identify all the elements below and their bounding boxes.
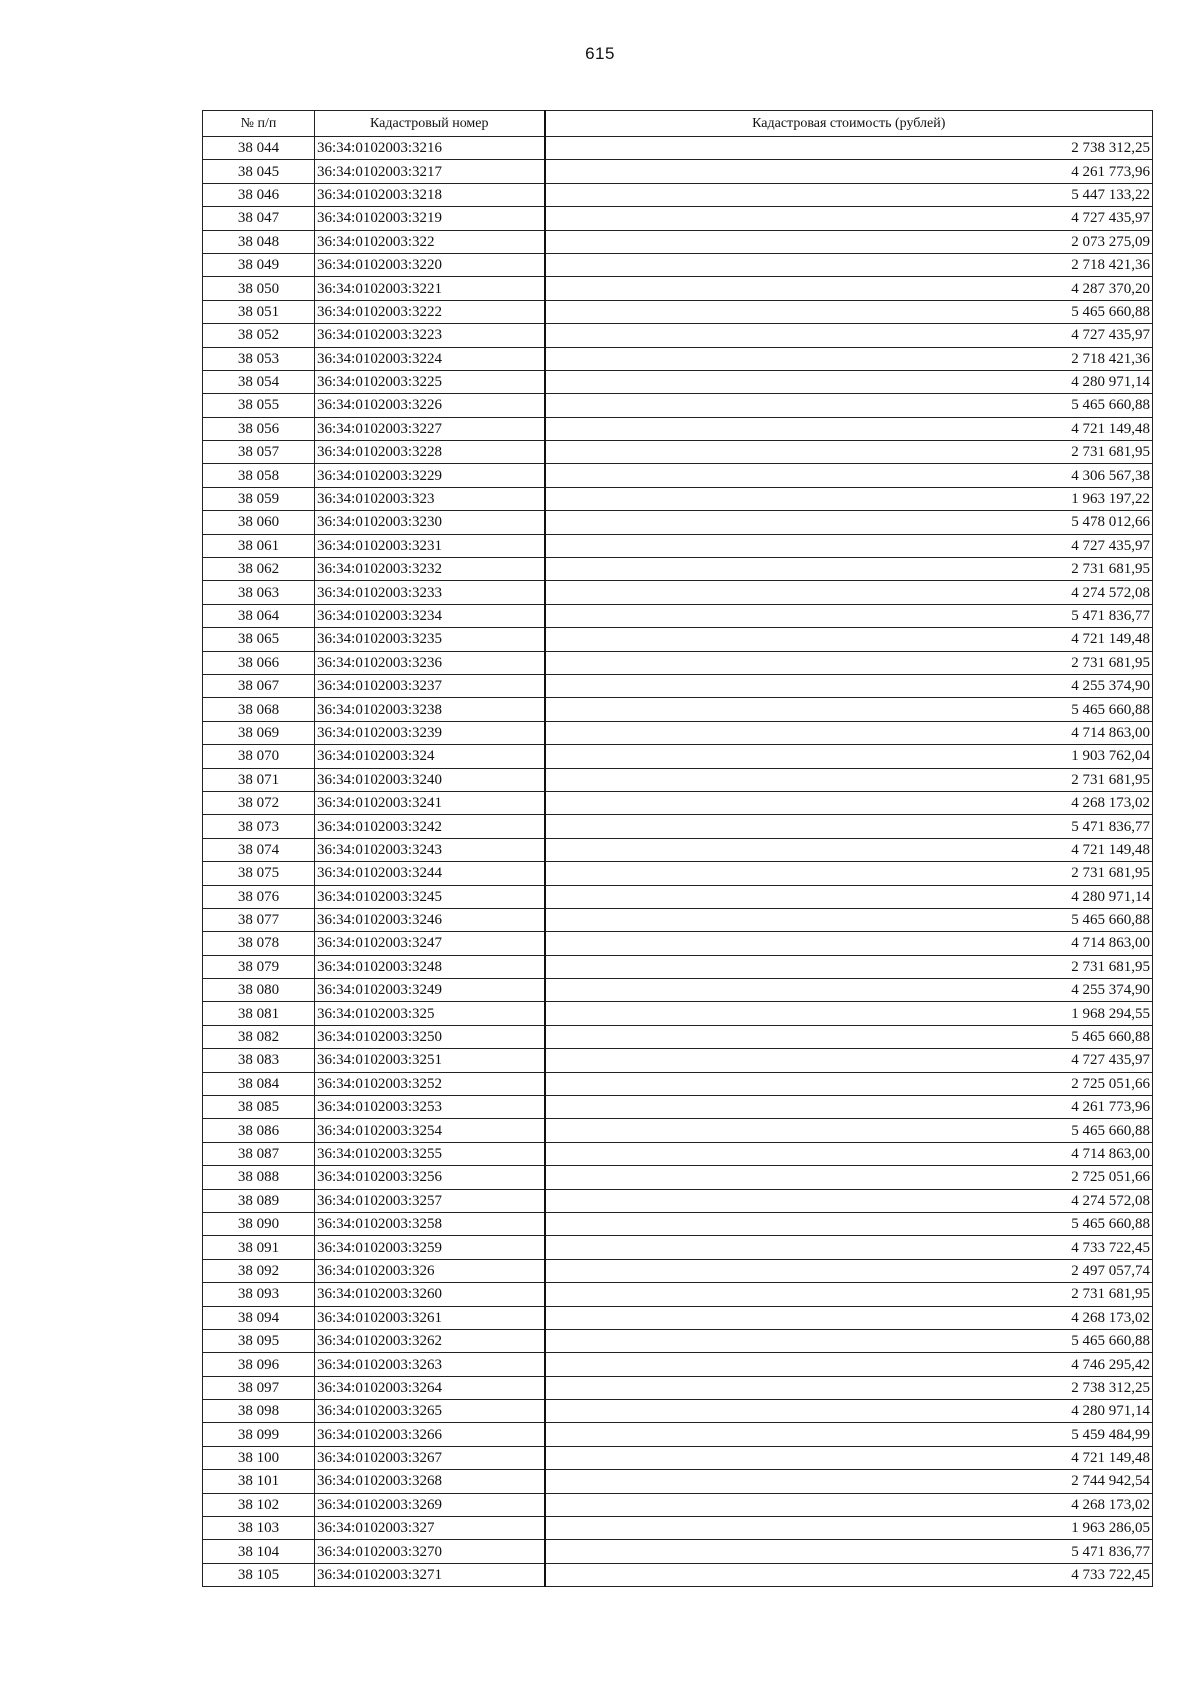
cadastral-number-cell: 36:34:0102003:3255 [315, 1142, 545, 1165]
cadastral-value-cell: 4 714 863,00 [545, 1142, 1153, 1165]
row-number-cell: 38 085 [203, 1096, 315, 1119]
table-row [203, 1119, 1153, 1142]
cadastral-number-cell: 36:34:0102003:3218 [315, 183, 545, 206]
table-header [203, 111, 1153, 137]
cadastral-value-cell: 4 714 863,00 [545, 932, 1153, 955]
cadastral-number-cell: 36:34:0102003:3226 [315, 394, 545, 417]
cadastral-value-cell: 4 268 173,02 [545, 1493, 1153, 1516]
table-row [203, 979, 1153, 1002]
table-row [203, 1353, 1153, 1376]
table-row [203, 1096, 1153, 1119]
table-row [203, 1212, 1153, 1235]
table-row [203, 628, 1153, 651]
row-number-cell: 38 068 [203, 698, 315, 721]
cadastral-number-cell: 36:34:0102003:3217 [315, 160, 545, 183]
cadastral-number-cell: 36:34:0102003:3227 [315, 417, 545, 440]
row-number-cell: 38 105 [203, 1563, 315, 1586]
table-row [203, 932, 1153, 955]
row-number-cell: 38 057 [203, 441, 315, 464]
cadastral-number-cell: 36:34:0102003:3242 [315, 815, 545, 838]
row-number-cell: 38 062 [203, 558, 315, 581]
table-row [203, 1540, 1153, 1563]
table-body [203, 137, 1153, 1587]
cadastral-number-cell: 36:34:0102003:3216 [315, 137, 545, 160]
cadastral-value-cell: 4 733 722,45 [545, 1563, 1153, 1586]
cadastral-number-cell: 36:34:0102003:3252 [315, 1072, 545, 1095]
table-row [203, 230, 1153, 253]
cadastral-value-cell: 2 725 051,66 [545, 1072, 1153, 1095]
cadastral-value-cell: 2 731 681,95 [545, 862, 1153, 885]
table-row [203, 253, 1153, 276]
cadastral-number-cell: 36:34:0102003:3249 [315, 979, 545, 1002]
row-number-cell: 38 102 [203, 1493, 315, 1516]
table-row [203, 347, 1153, 370]
cadastral-value-table [202, 110, 1153, 1587]
table-row [203, 534, 1153, 557]
table-row [203, 1329, 1153, 1352]
cadastral-number-cell: 36:34:0102003:3229 [315, 464, 545, 487]
cadastral-value-cell: 1 968 294,55 [545, 1002, 1153, 1025]
table-row [203, 1423, 1153, 1446]
cadastral-value-cell: 1 963 286,05 [545, 1517, 1153, 1540]
cadastral-value-cell: 4 261 773,96 [545, 1096, 1153, 1119]
cadastral-value-cell: 5 465 660,88 [545, 1212, 1153, 1235]
cadastral-number-cell: 36:34:0102003:3220 [315, 253, 545, 276]
table-row [203, 1142, 1153, 1165]
table-row [203, 1049, 1153, 1072]
cadastral-number-cell: 36:34:0102003:3266 [315, 1423, 545, 1446]
row-number-cell: 38 098 [203, 1400, 315, 1423]
table-row [203, 1563, 1153, 1586]
cadastral-value-cell: 2 731 681,95 [545, 441, 1153, 464]
cadastral-value-cell: 5 459 484,99 [545, 1423, 1153, 1446]
table-row [203, 558, 1153, 581]
cadastral-value-cell: 5 447 133,22 [545, 183, 1153, 206]
cadastral-number-cell: 36:34:0102003:322 [315, 230, 545, 253]
table-row [203, 838, 1153, 861]
cadastral-value-cell: 4 727 435,97 [545, 207, 1153, 230]
row-number-cell: 38 096 [203, 1353, 315, 1376]
table-row [203, 1376, 1153, 1399]
row-number-cell: 38 095 [203, 1329, 315, 1352]
cadastral-value-cell: 4 727 435,97 [545, 534, 1153, 557]
row-number-cell: 38 104 [203, 1540, 315, 1563]
cadastral-value-cell: 2 497 057,74 [545, 1259, 1153, 1282]
table-row [203, 300, 1153, 323]
row-number-cell: 38 054 [203, 370, 315, 393]
cadastral-number-cell: 36:34:0102003:3271 [315, 1563, 545, 1586]
row-number-cell: 38 063 [203, 581, 315, 604]
cadastral-value-cell: 4 714 863,00 [545, 721, 1153, 744]
cadastral-number-cell: 36:34:0102003:3239 [315, 721, 545, 744]
cadastral-number-cell: 36:34:0102003:3238 [315, 698, 545, 721]
table-row [203, 1025, 1153, 1048]
cadastral-value-cell: 2 731 681,95 [545, 1283, 1153, 1306]
cadastral-value-cell: 5 471 836,77 [545, 815, 1153, 838]
cadastral-value-cell: 2 718 421,36 [545, 253, 1153, 276]
cadastral-number-cell: 36:34:0102003:3268 [315, 1470, 545, 1493]
table-row [203, 1306, 1153, 1329]
cadastral-number-cell: 36:34:0102003:3250 [315, 1025, 545, 1048]
cadastral-value-cell: 2 073 275,09 [545, 230, 1153, 253]
table-row [203, 698, 1153, 721]
cadastral-number-cell: 36:34:0102003:3243 [315, 838, 545, 861]
row-number-cell: 38 094 [203, 1306, 315, 1329]
cadastral-number-cell: 36:34:0102003:3248 [315, 955, 545, 978]
table-row [203, 207, 1153, 230]
cadastral-value-cell: 5 465 660,88 [545, 394, 1153, 417]
row-number-cell: 38 072 [203, 791, 315, 814]
row-number-cell: 38 086 [203, 1119, 315, 1142]
cadastral-value-cell: 4 733 722,45 [545, 1236, 1153, 1259]
cadastral-value-cell: 4 721 149,48 [545, 1446, 1153, 1469]
table-row [203, 604, 1153, 627]
row-number-cell: 38 078 [203, 932, 315, 955]
cadastral-number-cell: 36:34:0102003:3245 [315, 885, 545, 908]
row-number-cell: 38 058 [203, 464, 315, 487]
row-number-cell: 38 084 [203, 1072, 315, 1095]
table-row [203, 1259, 1153, 1282]
row-number-cell: 38 100 [203, 1446, 315, 1469]
table-row [203, 441, 1153, 464]
cadastral-value-cell: 4 261 773,96 [545, 160, 1153, 183]
cadastral-number-cell: 36:34:0102003:3256 [315, 1166, 545, 1189]
cadastral-value-cell: 1 963 197,22 [545, 487, 1153, 510]
table-row [203, 721, 1153, 744]
row-number-cell: 38 047 [203, 207, 315, 230]
table-row [203, 1493, 1153, 1516]
table-row [203, 160, 1153, 183]
cadastral-number-cell: 36:34:0102003:3251 [315, 1049, 545, 1072]
row-number-cell: 38 052 [203, 324, 315, 347]
cadastral-value-cell: 4 746 295,42 [545, 1353, 1153, 1376]
table-row [203, 908, 1153, 931]
cadastral-value-cell: 4 255 374,90 [545, 674, 1153, 697]
cadastral-number-cell: 36:34:0102003:3228 [315, 441, 545, 464]
cadastral-number-cell: 36:34:0102003:323 [315, 487, 545, 510]
cadastral-number-cell: 36:34:0102003:3267 [315, 1446, 545, 1469]
table-row [203, 394, 1153, 417]
row-number-cell: 38 070 [203, 745, 315, 768]
row-number-cell: 38 045 [203, 160, 315, 183]
cadastral-number-cell: 36:34:0102003:3219 [315, 207, 545, 230]
cadastral-value-cell: 4 721 149,48 [545, 628, 1153, 651]
table-row [203, 324, 1153, 347]
row-number-cell: 38 101 [203, 1470, 315, 1493]
cadastral-value-cell: 2 731 681,95 [545, 558, 1153, 581]
table-row [203, 581, 1153, 604]
table-row [203, 1002, 1153, 1025]
cadastral-value-cell: 2 744 942,54 [545, 1470, 1153, 1493]
cadastral-number-cell: 36:34:0102003:3233 [315, 581, 545, 604]
cadastral-number-cell: 36:34:0102003:324 [315, 745, 545, 768]
header-row-number: № п/п [203, 111, 315, 137]
cadastral-number-cell: 36:34:0102003:3232 [315, 558, 545, 581]
header-cadastral-number: Кадастровый номер [315, 111, 545, 137]
table-row [203, 1470, 1153, 1493]
row-number-cell: 38 092 [203, 1259, 315, 1282]
cadastral-number-cell: 36:34:0102003:3241 [315, 791, 545, 814]
cadastral-value-cell: 2 731 681,95 [545, 768, 1153, 791]
row-number-cell: 38 090 [203, 1212, 315, 1235]
cadastral-number-cell: 36:34:0102003:3225 [315, 370, 545, 393]
cadastral-value-cell: 4 721 149,48 [545, 417, 1153, 440]
table-row [203, 1517, 1153, 1540]
cadastral-value-cell: 4 280 971,14 [545, 370, 1153, 393]
cadastral-number-cell: 36:34:0102003:3260 [315, 1283, 545, 1306]
cadastral-value-cell: 4 287 370,20 [545, 277, 1153, 300]
cadastral-value-cell: 4 280 971,14 [545, 1400, 1153, 1423]
cadastral-number-cell: 36:34:0102003:3231 [315, 534, 545, 557]
cadastral-number-cell: 36:34:0102003:3224 [315, 347, 545, 370]
cadastral-value-cell: 5 465 660,88 [545, 300, 1153, 323]
row-number-cell: 38 097 [203, 1376, 315, 1399]
cadastral-number-cell: 36:34:0102003:326 [315, 1259, 545, 1282]
row-number-cell: 38 069 [203, 721, 315, 744]
cadastral-number-cell: 36:34:0102003:3265 [315, 1400, 545, 1423]
cadastral-number-cell: 36:34:0102003:3240 [315, 768, 545, 791]
row-number-cell: 38 060 [203, 511, 315, 534]
row-number-cell: 38 074 [203, 838, 315, 861]
row-number-cell: 38 077 [203, 908, 315, 931]
cadastral-value-cell: 5 465 660,88 [545, 908, 1153, 931]
cadastral-number-cell: 36:34:0102003:3236 [315, 651, 545, 674]
cadastral-value-cell: 4 306 567,38 [545, 464, 1153, 487]
table-row [203, 1189, 1153, 1212]
cadastral-number-cell: 36:34:0102003:3230 [315, 511, 545, 534]
row-number-cell: 38 081 [203, 1002, 315, 1025]
row-number-cell: 38 049 [203, 253, 315, 276]
cadastral-value-cell: 2 731 681,95 [545, 955, 1153, 978]
row-number-cell: 38 091 [203, 1236, 315, 1259]
cadastral-value-cell: 5 465 660,88 [545, 698, 1153, 721]
table-row [203, 791, 1153, 814]
cadastral-number-cell: 36:34:0102003:327 [315, 1517, 545, 1540]
row-number-cell: 38 053 [203, 347, 315, 370]
cadastral-value-cell: 4 727 435,97 [545, 324, 1153, 347]
cadastral-value-cell: 5 478 012,66 [545, 511, 1153, 534]
row-number-cell: 38 051 [203, 300, 315, 323]
row-number-cell: 38 044 [203, 137, 315, 160]
cadastral-value-cell: 2 738 312,25 [545, 137, 1153, 160]
row-number-cell: 38 103 [203, 1517, 315, 1540]
cadastral-number-cell: 36:34:0102003:3222 [315, 300, 545, 323]
table-row [203, 885, 1153, 908]
table-row [203, 277, 1153, 300]
cadastral-value-cell: 4 268 173,02 [545, 1306, 1153, 1329]
cadastral-number-cell: 36:34:0102003:3235 [315, 628, 545, 651]
cadastral-value-cell: 4 727 435,97 [545, 1049, 1153, 1072]
table-row [203, 955, 1153, 978]
row-number-cell: 38 055 [203, 394, 315, 417]
cadastral-number-cell: 36:34:0102003:3262 [315, 1329, 545, 1352]
table-row [203, 768, 1153, 791]
row-number-cell: 38 065 [203, 628, 315, 651]
row-number-cell: 38 088 [203, 1166, 315, 1189]
table-header-row [203, 111, 1153, 137]
cadastral-value-cell: 5 465 660,88 [545, 1119, 1153, 1142]
row-number-cell: 38 083 [203, 1049, 315, 1072]
cadastral-value-cell: 4 721 149,48 [545, 838, 1153, 861]
table-row [203, 417, 1153, 440]
cadastral-value-cell: 5 471 836,77 [545, 604, 1153, 627]
cadastral-number-cell: 36:34:0102003:3223 [315, 324, 545, 347]
cadastral-number-cell: 36:34:0102003:3269 [315, 1493, 545, 1516]
table-row [203, 183, 1153, 206]
cadastral-value-cell: 4 280 971,14 [545, 885, 1153, 908]
cadastral-number-cell: 36:34:0102003:3263 [315, 1353, 545, 1376]
cadastral-number-cell: 36:34:0102003:3259 [315, 1236, 545, 1259]
cadastral-value-cell: 1 903 762,04 [545, 745, 1153, 768]
row-number-cell: 38 059 [203, 487, 315, 510]
cadastral-number-cell: 36:34:0102003:3264 [315, 1376, 545, 1399]
table-row [203, 745, 1153, 768]
cadastral-number-cell: 36:34:0102003:3261 [315, 1306, 545, 1329]
cadastral-number-cell: 36:34:0102003:3246 [315, 908, 545, 931]
row-number-cell: 38 048 [203, 230, 315, 253]
table-row [203, 862, 1153, 885]
row-number-cell: 38 073 [203, 815, 315, 838]
table-row [203, 137, 1153, 160]
cadastral-value-cell: 5 465 660,88 [545, 1329, 1153, 1352]
row-number-cell: 38 076 [203, 885, 315, 908]
header-cadastral-value: Кадастровая стоимость (рублей) [545, 111, 1153, 137]
cadastral-number-cell: 36:34:0102003:3234 [315, 604, 545, 627]
cadastral-value-cell: 4 268 173,02 [545, 791, 1153, 814]
cadastral-value-cell: 2 718 421,36 [545, 347, 1153, 370]
cadastral-value-cell: 4 274 572,08 [545, 581, 1153, 604]
table-row [203, 487, 1153, 510]
row-number-cell: 38 099 [203, 1423, 315, 1446]
cadastral-value-cell: 5 465 660,88 [545, 1025, 1153, 1048]
cadastral-value-cell: 5 471 836,77 [545, 1540, 1153, 1563]
cadastral-number-cell: 36:34:0102003:3237 [315, 674, 545, 697]
cadastral-value-cell: 4 255 374,90 [545, 979, 1153, 1002]
row-number-cell: 38 064 [203, 604, 315, 627]
cadastral-number-cell: 36:34:0102003:3247 [315, 932, 545, 955]
row-number-cell: 38 061 [203, 534, 315, 557]
table-row [203, 1283, 1153, 1306]
cadastral-value-cell: 2 738 312,25 [545, 1376, 1153, 1399]
table-row [203, 815, 1153, 838]
table-row [203, 464, 1153, 487]
table-row [203, 674, 1153, 697]
table-row [203, 1400, 1153, 1423]
cadastral-value-cell: 2 731 681,95 [545, 651, 1153, 674]
row-number-cell: 38 050 [203, 277, 315, 300]
row-number-cell: 38 089 [203, 1189, 315, 1212]
cadastral-number-cell: 36:34:0102003:3221 [315, 277, 545, 300]
row-number-cell: 38 079 [203, 955, 315, 978]
cadastral-value-cell: 2 725 051,66 [545, 1166, 1153, 1189]
cadastral-number-cell: 36:34:0102003:3253 [315, 1096, 545, 1119]
cadastral-number-cell: 36:34:0102003:3244 [315, 862, 545, 885]
row-number-cell: 38 046 [203, 183, 315, 206]
table-row [203, 370, 1153, 393]
row-number-cell: 38 056 [203, 417, 315, 440]
row-number-cell: 38 075 [203, 862, 315, 885]
table-row [203, 1166, 1153, 1189]
table-row [203, 1072, 1153, 1095]
row-number-cell: 38 087 [203, 1142, 315, 1165]
row-number-cell: 38 066 [203, 651, 315, 674]
table-row [203, 1446, 1153, 1469]
cadastral-number-cell: 36:34:0102003:3254 [315, 1119, 545, 1142]
table-row [203, 651, 1153, 674]
row-number-cell: 38 082 [203, 1025, 315, 1048]
cadastral-value-cell: 4 274 572,08 [545, 1189, 1153, 1212]
cadastral-number-cell: 36:34:0102003:3257 [315, 1189, 545, 1212]
row-number-cell: 38 071 [203, 768, 315, 791]
cadastral-number-cell: 36:34:0102003:3258 [315, 1212, 545, 1235]
row-number-cell: 38 080 [203, 979, 315, 1002]
cadastral-number-cell: 36:34:0102003:3270 [315, 1540, 545, 1563]
row-number-cell: 38 093 [203, 1283, 315, 1306]
table-row [203, 511, 1153, 534]
page-number: 615 [585, 44, 615, 63]
row-number-cell: 38 067 [203, 674, 315, 697]
table-row [203, 1236, 1153, 1259]
cadastral-number-cell: 36:34:0102003:325 [315, 1002, 545, 1025]
